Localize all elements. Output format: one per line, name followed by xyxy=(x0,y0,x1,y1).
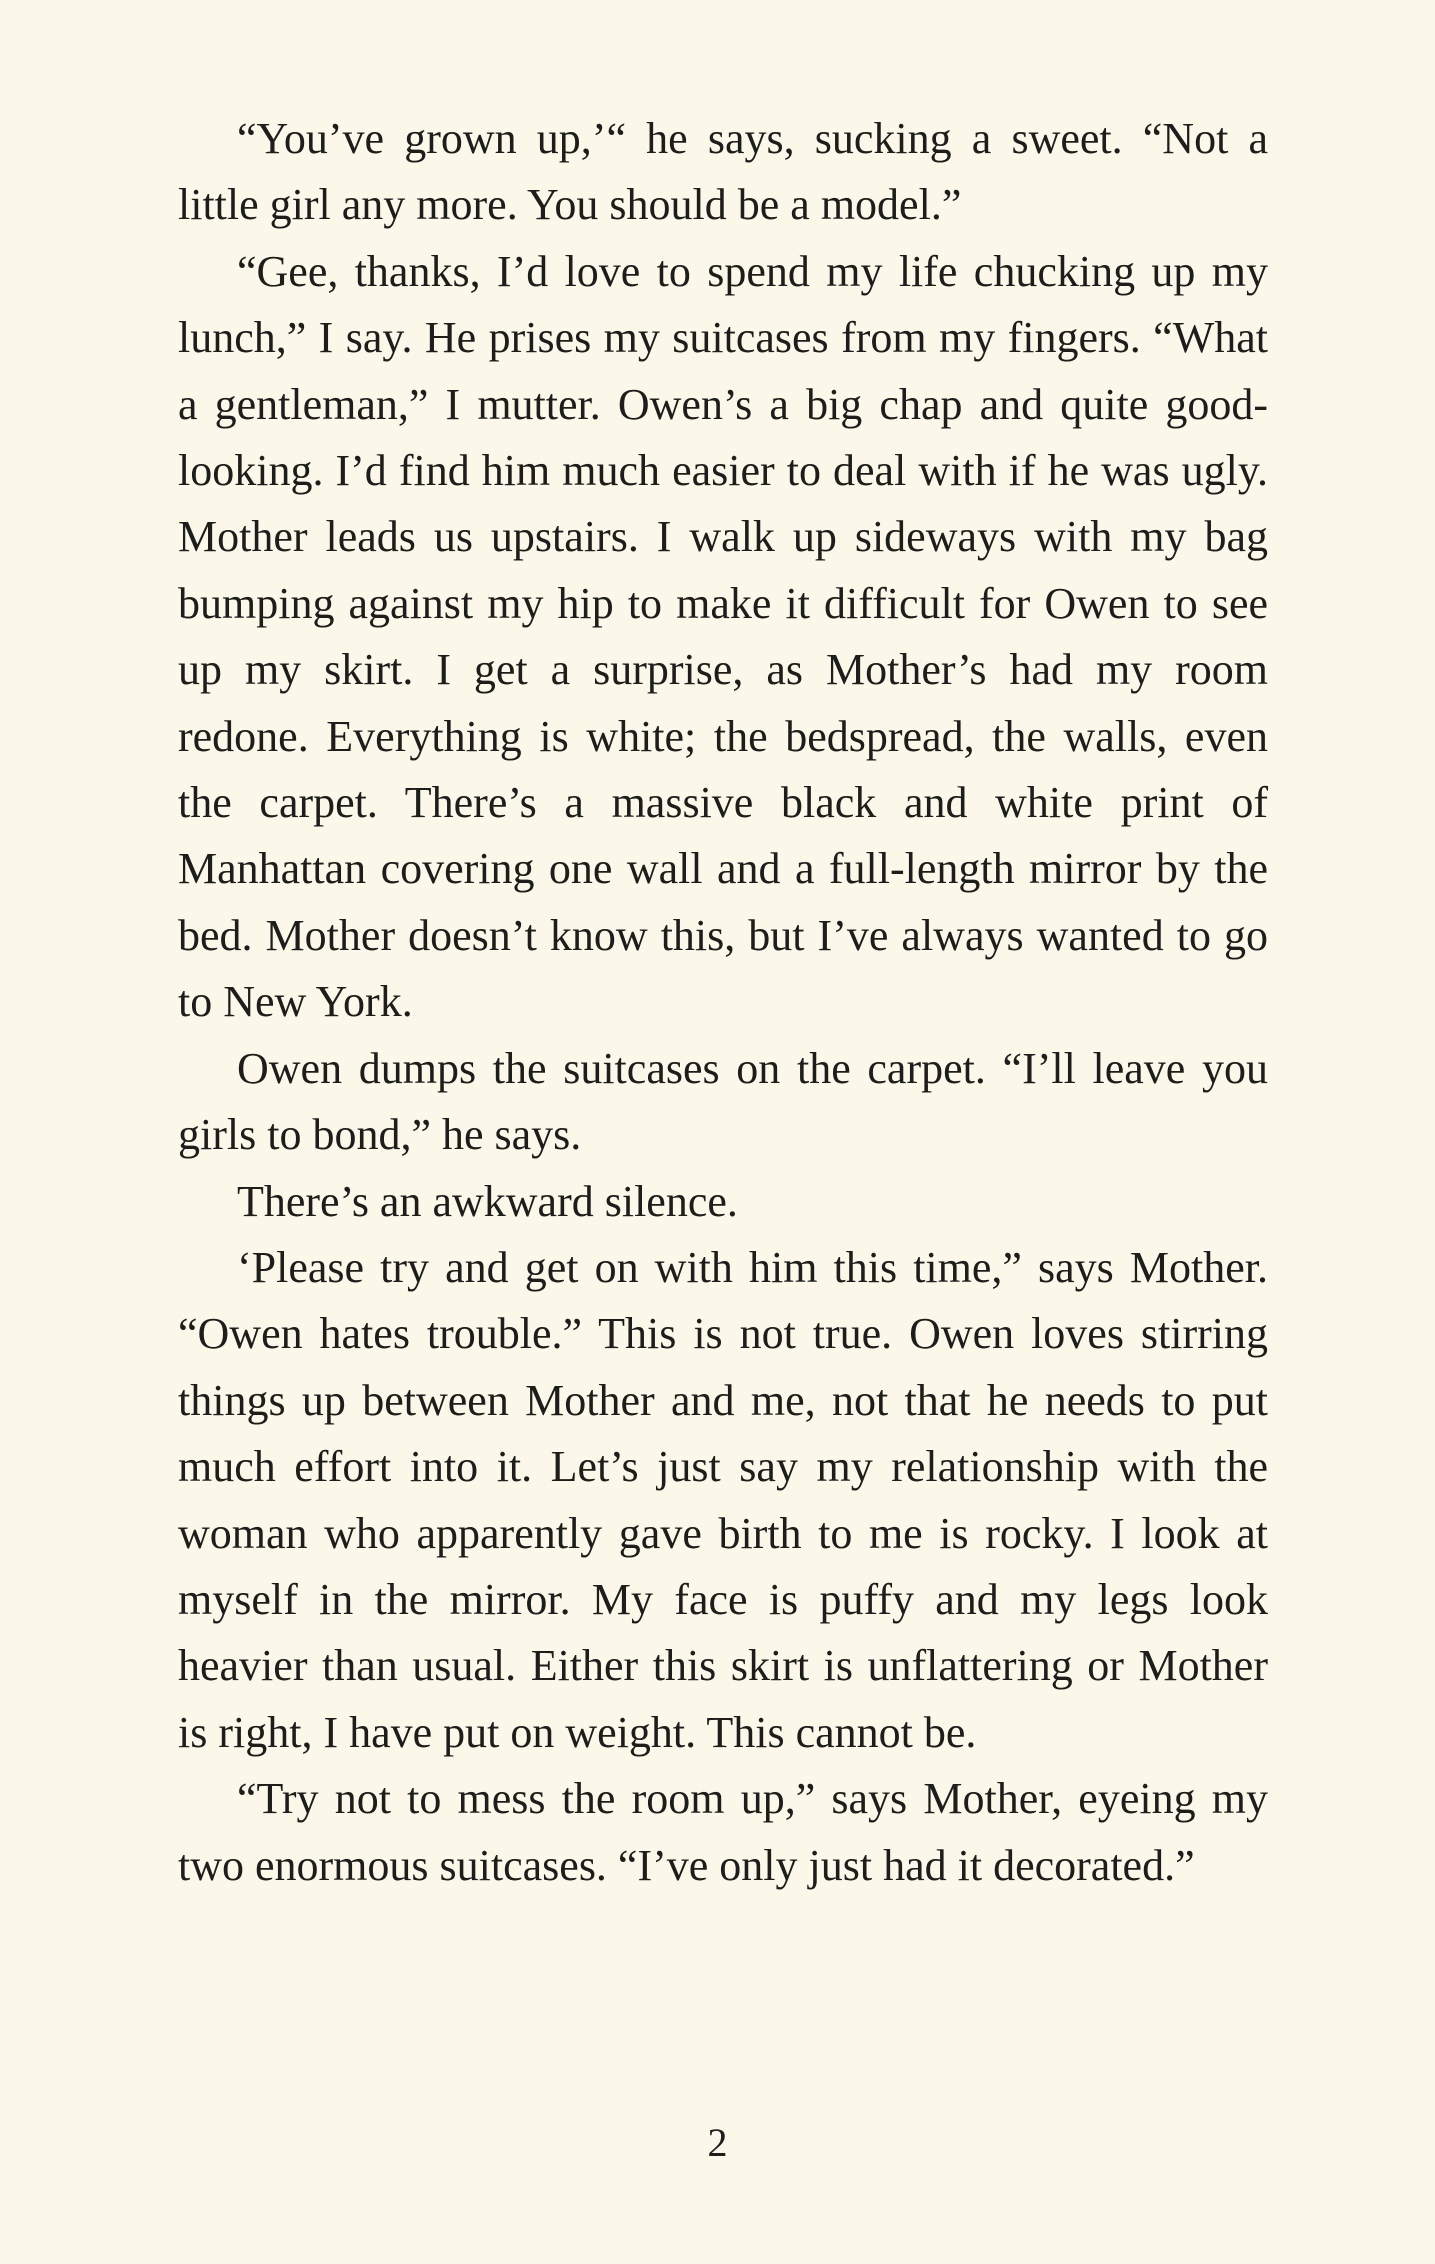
paragraph: “Gee, thanks, I’d love to spend my life chucking up my lunch,” I say. He prises my suitcases from my fingers. “What a gentleman,” I mutter. Owen’s a big chap and quite good-looking. I’d find him much easier to deal with if he was ugly. Mother leads us upstairs. I walk up sideways with my bag bumping against my hip to make it difficult for Owen to see up my skirt. I get a surprise, as Mother’s had my room redone. Everything is white; the bedspread, the walls, even the carpet. There’s a massive black and white print of Manhattan covering one wall and a full-length mirror by the bed. Mother doesn’t know this, but I’ve always wanted to go to New York. xyxy=(178,246,1268,1027)
paragraph: There’s an awkward silence. xyxy=(237,1176,738,1226)
paragraph: Owen dumps the suitcases on the carpet. “I’ll leave you girls to bond,” he says. xyxy=(178,1043,1268,1160)
page-number: 2 xyxy=(707,2120,728,2165)
paragraph: “You’ve grown up,’“ he says, sucking a sweet. “Not a little girl any more. You should be a model.” xyxy=(178,114,1268,230)
body-text xyxy=(178,106,1268,1899)
paragraph: ‘Please try and get on with him this time,” says Mother. “Owen hates trouble.” This is not true. Owen loves stirring things up between Mother and me, not that he needs to put much effort into it. Let’s just say my relationship with the woman who apparently gave birth to me is rocky. I look at myself in the mirror. My face is puffy and my legs look heavier than usual. Either this skirt is unflattering or Mother is right, I have put on weight. This cannot be. xyxy=(178,1242,1268,1757)
paragraph: “Try not to mess the room up,” says Mother, eyeing my two enormous suitcases. “I’ve only just had it decorated.” xyxy=(178,1774,1268,1890)
